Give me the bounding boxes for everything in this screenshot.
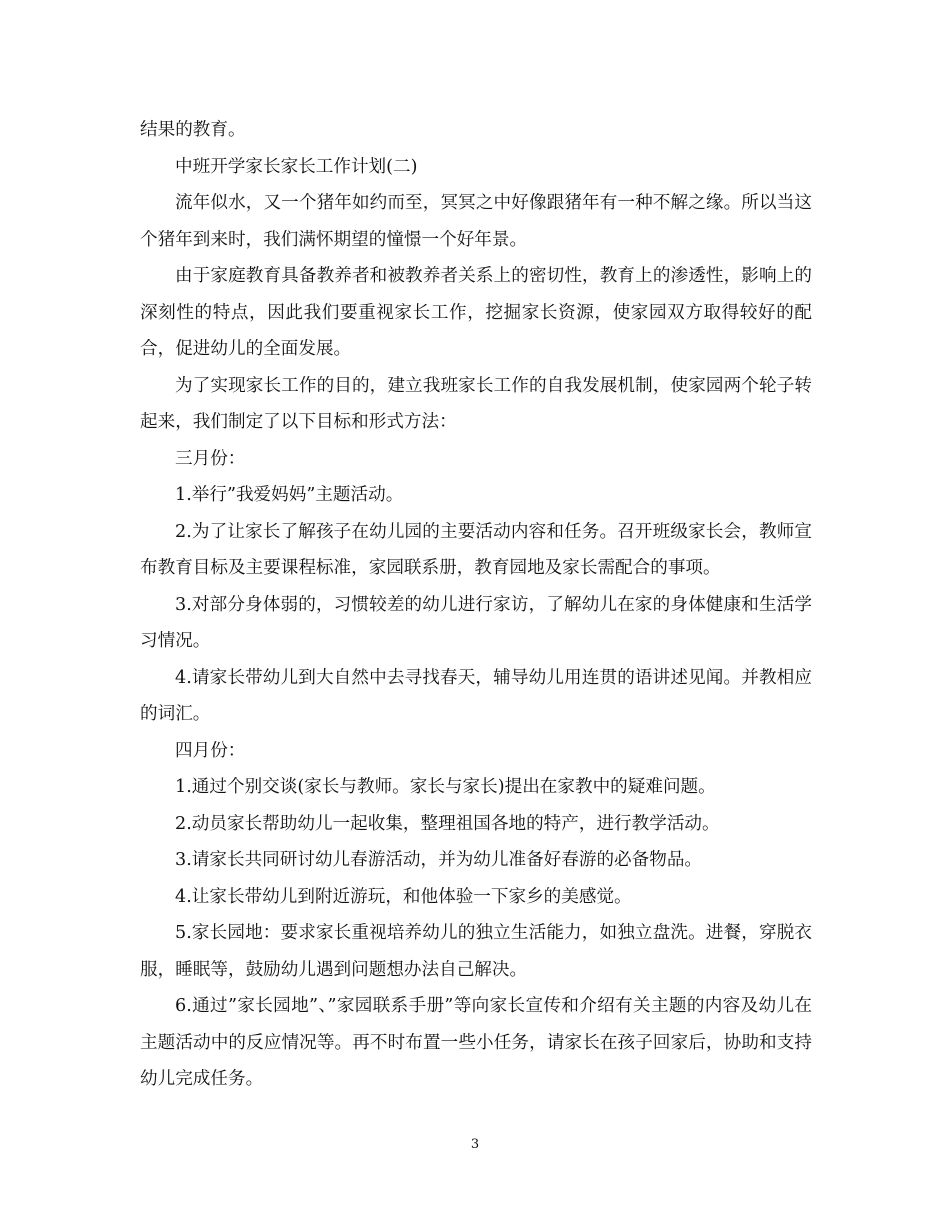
paragraph-1: 结果的教育。 [140,120,246,140]
paragraph-5: 为了实现家长工作的目的，建立我班家长工作的自我发展机制，使家园两个轮子转起来，我们制定了以下目标和形式方法： [140,375,812,432]
list-item: 5.家长园地：要求家长重视培养幼儿的独立生活能力，如独立盘洗。进餐，穿脱衣服，睡眠等，鼓励幼儿遇到问题想办法自己解决。 [140,923,812,980]
list-item: 3.对部分身体弱的，习惯较差的幼儿进行家访，了解幼儿在家的身体健康和生活学习情况。 [140,594,812,651]
paragraph-4: 由于家庭教育具备教养者和被教养者关系上的密切性，教育上的渗透性，影响上的深刻性的特点，因此我们要重视家长工作，挖掘家长资源，使家园双方取得较好的配合，促进幼儿的全面发展。 [140,266,812,359]
paragraph-3: 流年似水，又一个猪年如约而至，冥冥之中好像跟猪年有一种不解之缘。所以当这个猪年到来时，我们满怀期望的憧憬一个好年景。 [140,193,812,250]
list-item: 3.请家长共同研讨幼儿春游活动，并为幼儿准备好春游的必备物品。 [175,850,703,870]
list-item: 4.让家长带幼儿到附近游玩，和他体验一下家乡的美感觉。 [175,886,632,907]
list-item: 2.动员家长帮助幼儿一起收集，整理祖国各地的特产，进行教学活动。 [175,813,720,834]
list-item: 1.通过个别交谈(家长与教师。家长与家长)提出在家教中的疑难问题。 [175,777,716,797]
section-title: 中班开学家长家长工作计划(二) [175,156,418,177]
month-heading-march: 三月份： [175,448,246,469]
list-item: 6.通过”家长园地”、”家园联系手册”等向家长宣传和介绍有关主题的内容及幼儿在主题活动中的反应情况等。再不时布置一些小任务，请家长在孩子回家后，协助和支持幼儿完成任务。 [140,996,812,1089]
month-heading-april: 四月份： [175,740,246,761]
document-body [140,112,812,1098]
list-item: 4.请家长带幼儿到大自然中去寻找春天，辅导幼儿用连贯的语讲述见闻。并教相应的词汇。 [140,667,812,724]
list-item: 2.为了让家长了解孩子在幼儿园的主要活动内容和任务。召开班级家长会，教师宣布教育目标及主要课程标准，家园联系册，教育园地及家长需配合的事项。 [140,521,812,578]
list-item: 1.举行”我爱妈妈”主题活动。 [175,485,404,505]
page-number: 3 [470,1137,480,1152]
